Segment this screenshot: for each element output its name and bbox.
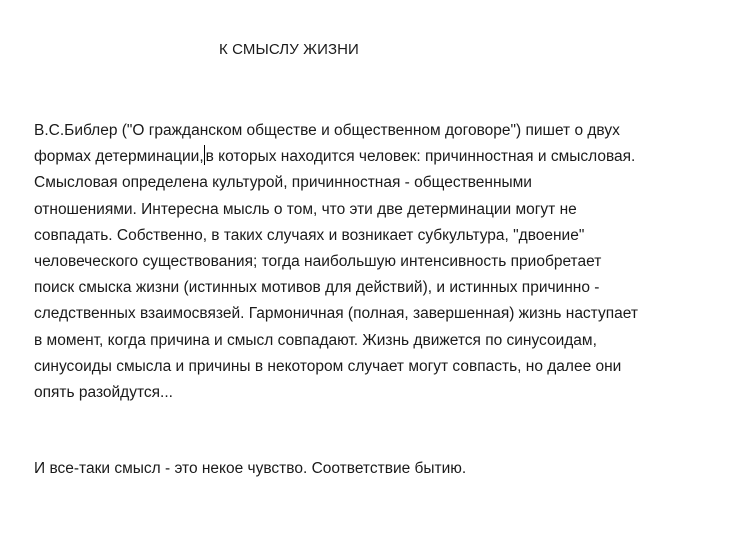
text-line: поиск смыска жизни (истинных мотивов для действий), и истинных причинно - xyxy=(34,279,600,297)
text-line: опять разойдутся... xyxy=(34,384,173,402)
text-segment: в которых находится человек: причинностная и смысловая. xyxy=(205,148,636,166)
text-cursor xyxy=(204,145,205,165)
paragraph-1[interactable] xyxy=(34,118,724,406)
text-line: человеческого существования; тогда наибольшую интенсивность приобретает xyxy=(34,253,602,271)
text-line-with-caret xyxy=(34,144,724,170)
paragraph-2[interactable] xyxy=(34,456,724,482)
text-line: И все-таки смысл - это некое чувство. Соответствие бытию. xyxy=(34,460,467,477)
text-line: совпадать. Собственно, в таких случаях и возникает субкультура, "двоение" xyxy=(34,226,585,244)
text-line: Смысловая определена культурой, причинностная - общественными xyxy=(34,174,532,192)
text-line: синусоиды смысла и причины в некотором случает могут совпасть, но далее они xyxy=(34,357,622,375)
text-line: В.С.Библер ("О гражданском обществе и общественном договоре") пишет о двух xyxy=(34,122,620,139)
text-segment: формах детерминации, xyxy=(34,148,204,166)
text-line: отношениями. Интересна мысль о том, что эти две детерминации могут не xyxy=(34,200,577,218)
text-line: следственных взаимосвязей. Гармоничная (полная, завершенная) жизнь наступает xyxy=(34,305,638,323)
text-line: в момент, когда причина и смысл совпадают. Жизнь движется по синусоидам, xyxy=(34,331,597,349)
document-title: К СМЫСЛУ ЖИЗНИ xyxy=(219,41,359,58)
